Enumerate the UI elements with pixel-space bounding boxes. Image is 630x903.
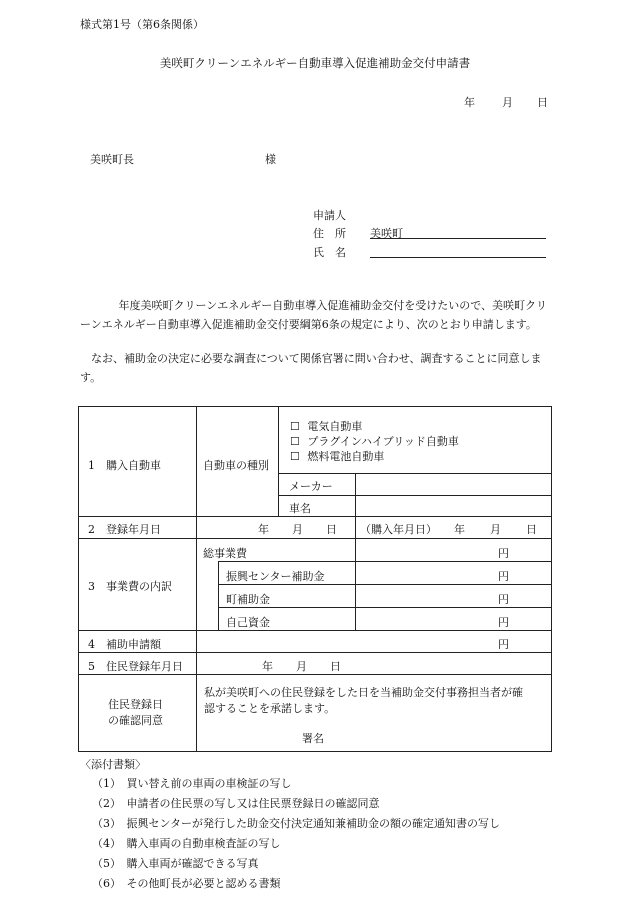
town-subsidy-label: 町補助金 bbox=[226, 593, 270, 606]
applicant-label: 申請人 bbox=[313, 209, 346, 222]
res-day-label: 日 bbox=[330, 660, 341, 673]
residence-consent-label-1: 住民登録日 bbox=[108, 698, 163, 711]
attachments-title: 〈添付書類〉 bbox=[80, 758, 146, 771]
signature-label: 署名 bbox=[302, 732, 324, 745]
consent-text-line2: 認することを承諾します。 bbox=[204, 702, 336, 715]
promo-subsidy-yen: 円 bbox=[498, 570, 509, 583]
promo-subsidy-label: 振興センター補助金 bbox=[226, 570, 325, 583]
own-funds-yen: 円 bbox=[498, 616, 509, 629]
vehicle-type-label: 自動車の種別 bbox=[203, 459, 269, 472]
vehicle-option-label: 電気自動車 bbox=[307, 420, 363, 433]
total-cost-yen: 円 bbox=[498, 547, 509, 560]
maker-label: メーカー bbox=[289, 480, 333, 493]
checkbox-icon[interactable]: ☐ bbox=[290, 420, 300, 433]
car-name-field[interactable] bbox=[362, 500, 548, 515]
vehicle-option-label: プラグインハイブリッド自動車 bbox=[307, 435, 459, 448]
purchase-month-label: 月 bbox=[490, 523, 501, 536]
subsidy-request-label: 4 補助申請額 bbox=[88, 638, 161, 651]
attachment-item: （2） 申請者の住民票の写し又は住民票登録日の確認同意 bbox=[92, 797, 380, 810]
residence-consent-label-2: の確認同意 bbox=[108, 714, 163, 727]
attachment-item: （3） 振興センターが発行した助金交付決定通知兼補助金の額の確定通知書の写し bbox=[92, 817, 501, 830]
form-number: 様式第1号（第6条関係） bbox=[80, 18, 204, 31]
consent-statement: なお、補助金の決定に必要な調査について関係官署に問い合わせ、調査することに同意します。 bbox=[80, 352, 542, 384]
date-month-label: 月 bbox=[502, 96, 513, 109]
addressee-name: 美咲町長 bbox=[90, 153, 134, 166]
purchase-year-label: 年 bbox=[454, 523, 465, 536]
attachment-item: （1） 買い替え前の車両の車検証の写し bbox=[92, 777, 292, 790]
vehicle-option-ev[interactable] bbox=[290, 418, 362, 434]
vehicle-option-label: 燃料電池自動車 bbox=[307, 450, 385, 463]
reg-month-label: 月 bbox=[292, 523, 303, 536]
checkbox-icon[interactable]: ☐ bbox=[290, 450, 300, 463]
document-title: 美咲町クリーンエネルギー自動車導入促進補助金交付申請書 bbox=[159, 56, 471, 70]
checkbox-icon[interactable]: ☐ bbox=[290, 435, 300, 448]
town-subsidy-yen: 円 bbox=[498, 593, 509, 606]
addressee-honorific: 様 bbox=[265, 153, 276, 166]
subsidy-request-yen: 円 bbox=[498, 638, 509, 651]
attachment-item: （6） その他町長が必要と認める書類 bbox=[92, 877, 281, 890]
attachment-item: （4） 購入車両の自動車検査証の写し bbox=[92, 837, 281, 850]
residence-date-label: 5 住民登録年月日 bbox=[88, 660, 183, 673]
own-funds-label: 自己資金 bbox=[226, 616, 270, 629]
address-label: 住 所 bbox=[313, 227, 346, 240]
maker-field[interactable] bbox=[362, 478, 548, 493]
total-cost-label: 総事業費 bbox=[203, 547, 247, 560]
project-cost-label: 3 事業費の内訳 bbox=[88, 580, 172, 593]
name-field[interactable] bbox=[370, 244, 546, 258]
reg-year-label: 年 bbox=[258, 523, 269, 536]
vehicle-option-fcv[interactable] bbox=[290, 448, 384, 464]
name-label: 氏 名 bbox=[313, 246, 346, 259]
attachment-item: （5） 購入車両が確認できる写真 bbox=[92, 857, 259, 870]
purchase-day-label: 日 bbox=[526, 523, 537, 536]
purchase-date-label: （購入年月日） bbox=[360, 523, 437, 536]
purchased-vehicle-label: 1 購入自動車 bbox=[88, 459, 161, 472]
res-month-label: 月 bbox=[296, 660, 307, 673]
application-statement: 年度美咲町クリーンエネルギー自動車導入促進補助金交付を受けたいので、美咲町クリーンエネルギー自動車導入促進補助金交付要綱第6条の規定により、次のとおり申請します。 bbox=[80, 299, 548, 331]
registration-date-label: 2 登録年月日 bbox=[88, 523, 161, 536]
date-year-label: 年 bbox=[464, 96, 475, 109]
car-name-label: 車名 bbox=[289, 502, 311, 515]
consent-text-line1: 私が美咲町への住民登録をした日を当補助金交付事務担当者が確 bbox=[204, 686, 523, 699]
date-day-label: 日 bbox=[537, 96, 548, 109]
address-field[interactable]: 美咲町 bbox=[370, 225, 546, 239]
application-table bbox=[78, 406, 552, 752]
vehicle-option-phev[interactable] bbox=[290, 433, 459, 449]
reg-day-label: 日 bbox=[326, 523, 337, 536]
res-year-label: 年 bbox=[262, 660, 273, 673]
